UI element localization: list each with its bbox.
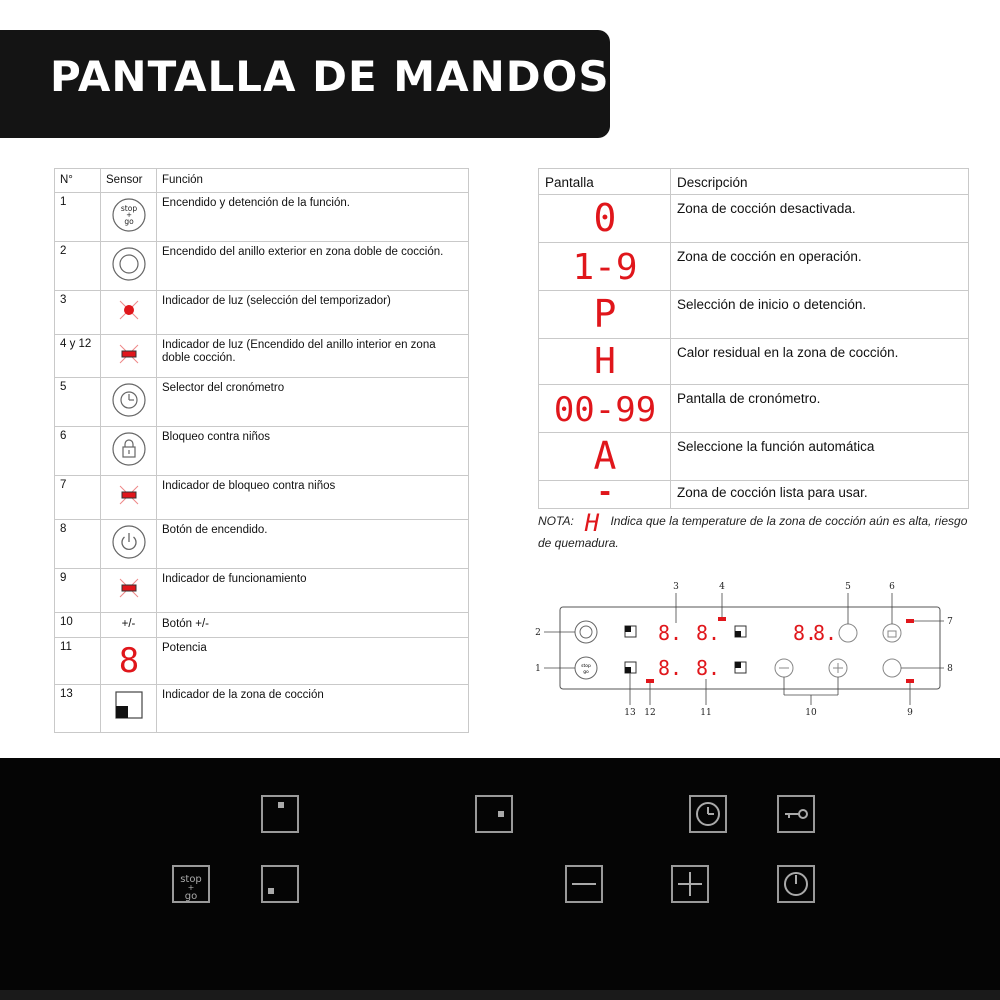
display-code [575, 197, 635, 237]
row-number: 5 [55, 378, 101, 427]
callout-label: 1 [535, 664, 541, 674]
clock-icon [111, 382, 147, 418]
row-number: 6 [55, 427, 101, 476]
row-function: Selector del cronómetro [157, 378, 469, 427]
row-number: 2 [55, 242, 101, 291]
table-row [55, 427, 469, 476]
row-function: Indicador de la zona de cocción [157, 685, 469, 733]
led-indicator-icon [114, 339, 144, 369]
panel-zone-button [476, 796, 512, 832]
row-function: Bloqueo contra niños [157, 427, 469, 476]
diagram-led [718, 617, 726, 621]
table-header-row [539, 169, 969, 195]
callout-label: 8 [947, 664, 953, 674]
callout-label: 7 [947, 617, 953, 627]
display-code [575, 341, 635, 379]
callout-label: 10 [805, 708, 817, 718]
residual-heat-symbol [581, 510, 603, 534]
diagram-timer-digit: 8. [812, 621, 838, 645]
display-code [560, 245, 650, 285]
row-number: 1 [55, 193, 101, 242]
display-code [575, 293, 635, 333]
row-number: 11 [55, 638, 101, 685]
table-row [539, 195, 969, 243]
row-description: Selección de inicio o detención. [671, 291, 969, 339]
table-row [55, 476, 469, 520]
display-code [549, 387, 661, 427]
row-function: Indicador de luz (selección del temporizador) [157, 291, 469, 335]
row-number: 7 [55, 476, 101, 520]
row-function: Botón +/- [157, 613, 469, 638]
row-number: 3 [55, 291, 101, 335]
row-function: Potencia [157, 638, 469, 685]
svg-text:A: A [593, 435, 616, 475]
note-text: Indica que la temperature de la zona de cocción aún es alta, riesgo de quemadura. [538, 514, 968, 550]
padlock-icon [111, 431, 147, 467]
callout-label: 2 [535, 628, 541, 638]
callout-label: 12 [644, 708, 656, 718]
svg-text:go: go [123, 217, 134, 226]
row-description: Zona de cocción lista para usar. [671, 481, 969, 509]
svg-text:go: go [583, 670, 589, 675]
red-dot-indicator-icon [114, 295, 144, 325]
svg-text:H: H [584, 510, 600, 534]
page-title: PANTALLA DE MANDOS [50, 52, 610, 101]
diagram-power-button [883, 659, 901, 677]
svg-text:P: P [593, 293, 616, 333]
row-function: Botón de encendido. [157, 520, 469, 569]
table-row [539, 481, 969, 509]
table-row [55, 242, 469, 291]
table-row [55, 335, 469, 378]
key-icon [799, 810, 807, 818]
svg-text:+: + [187, 883, 195, 892]
table-row [539, 291, 969, 339]
callout-label: 5 [845, 582, 851, 592]
callout-label: 6 [889, 582, 895, 592]
table-row [539, 243, 969, 291]
row-number: 9 [55, 569, 101, 613]
col-header-display: Pantalla [539, 169, 671, 195]
diagram-digit: 8. [657, 621, 683, 645]
display-code [575, 435, 635, 475]
table-row [539, 339, 969, 385]
svg-text:-: - [596, 483, 613, 503]
row-number: 13 [55, 685, 101, 733]
diagram-double-ring-button [575, 621, 597, 643]
col-header-function: Función [157, 169, 469, 193]
stop-label: stop [180, 874, 202, 885]
display-code [585, 483, 625, 503]
title-banner [0, 30, 610, 138]
col-header-sensor: Sensor [101, 169, 157, 193]
seven-segment-digit-icon [117, 642, 141, 676]
go-label: go [184, 891, 198, 902]
diagram-digit: 8. [695, 621, 721, 645]
sensors-table [54, 168, 469, 733]
zone-square-icon [113, 689, 145, 721]
diagram-led [906, 679, 914, 683]
row-function: Indicador de funcionamiento [157, 569, 469, 613]
row-function: Encendido y detención de la función. [157, 193, 469, 242]
table-row [55, 569, 469, 613]
diagram-led [906, 619, 914, 623]
svg-text:1-9: 1-9 [571, 247, 638, 285]
row-function: Indicador de bloqueo contra niños [157, 476, 469, 520]
callout-label: 3 [673, 582, 679, 592]
double-ring-icon [111, 246, 147, 282]
row-number: 10 [55, 613, 101, 638]
table-row [55, 638, 469, 685]
row-description: Zona de cocción desactivada. [671, 195, 969, 243]
led-indicator-icon [114, 480, 144, 510]
svg-text:0: 0 [593, 197, 616, 237]
diagram-timer-digit: 8. [792, 621, 818, 645]
row-description: Seleccione la función automática [671, 433, 969, 481]
row-function: Indicador de luz (Encendido del anillo interior en zona doble cocción. [157, 335, 469, 378]
table-row [55, 193, 469, 242]
glass-control-panel [0, 758, 1000, 1000]
row-description: Calor residual en la zona de cocción. [671, 339, 969, 385]
led-indicator-icon [114, 573, 144, 603]
panel-zone-button [262, 866, 298, 902]
callout-label: 9 [907, 708, 913, 718]
table-row [539, 433, 969, 481]
diagram-digit: 8. [657, 656, 683, 680]
stop-go-icon [111, 197, 147, 233]
svg-text:stop: stop [120, 204, 137, 213]
power-icon [111, 524, 147, 560]
row-description: Zona de cocción en operación. [671, 243, 969, 291]
row-number: 4 y 12 [55, 335, 101, 378]
display-table [538, 168, 969, 509]
table-header-row [55, 169, 469, 193]
callout-label: 13 [624, 708, 636, 718]
row-number: 8 [55, 520, 101, 569]
diagram-lock-button [883, 624, 901, 642]
svg-text:00-99: 00-99 [553, 390, 656, 427]
col-header-number: N° [55, 169, 101, 193]
callout-label: 11 [700, 708, 712, 718]
plus-minus-text: +/- [101, 613, 157, 638]
panel-zone-button [262, 796, 298, 832]
col-header-description: Descripción [671, 169, 969, 195]
table-row [55, 685, 469, 733]
svg-text:8: 8 [118, 642, 139, 676]
row-description: Pantalla de cronómetro. [671, 385, 969, 433]
diagram-digit: 8. [695, 656, 721, 680]
control-panel-diagram [530, 575, 970, 725]
svg-text:H: H [593, 341, 616, 379]
warning-note [538, 510, 978, 553]
table-row [55, 520, 469, 569]
callout-label: 4 [719, 582, 725, 592]
row-function: Encendido del anillo exterior en zona doble de cocción. [157, 242, 469, 291]
table-row [55, 378, 469, 427]
table-row [55, 613, 469, 638]
svg-text:+: + [125, 211, 132, 219]
diagram-clock-button [839, 624, 857, 642]
table-row [539, 385, 969, 433]
note-label: NOTA: [538, 514, 574, 529]
diagram-led [646, 679, 654, 683]
svg-text:stop: stop [581, 664, 591, 669]
table-row [55, 291, 469, 335]
